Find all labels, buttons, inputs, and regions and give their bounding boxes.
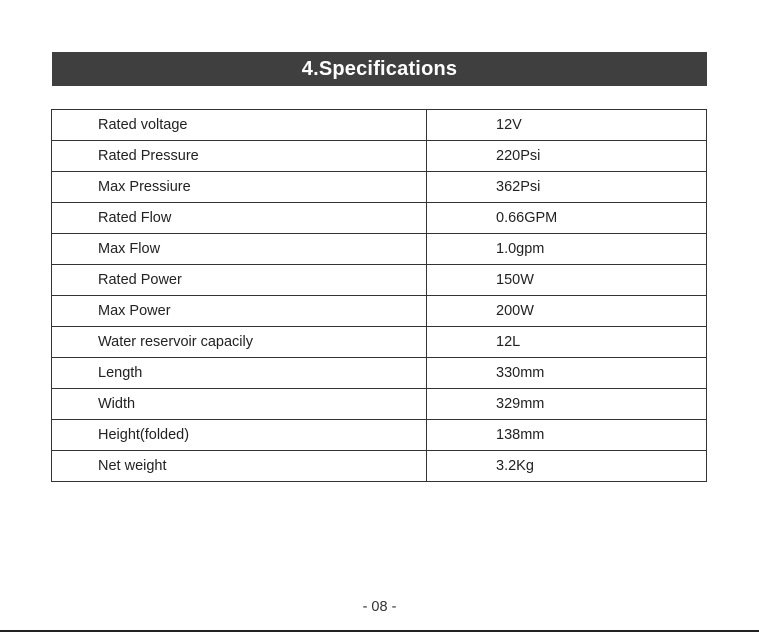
spec-label: Rated Power — [52, 265, 427, 296]
spec-label: Height(folded) — [52, 420, 427, 451]
spec-value: 200W — [427, 296, 707, 327]
spec-value: 12V — [427, 110, 707, 141]
specifications-table — [51, 109, 707, 482]
spec-label: Max Flow — [52, 234, 427, 265]
spec-label: Rated Pressure — [52, 141, 427, 172]
table-row — [52, 265, 707, 296]
spec-value: 330mm — [427, 358, 707, 389]
spec-label: Width — [52, 389, 427, 420]
spec-value: 3.2Kg — [427, 451, 707, 482]
table-row — [52, 358, 707, 389]
table-row — [52, 296, 707, 327]
table-row — [52, 141, 707, 172]
table-row — [52, 110, 707, 141]
spec-value: 362Psi — [427, 172, 707, 203]
spec-label: Max Pressiure — [52, 172, 427, 203]
bottom-divider — [0, 630, 759, 632]
spec-value: 150W — [427, 265, 707, 296]
spec-label: Rated voltage — [52, 110, 427, 141]
spec-label: Net weight — [52, 451, 427, 482]
spec-label: Length — [52, 358, 427, 389]
spec-value: 12L — [427, 327, 707, 358]
section-title: 4.Specifications — [301, 57, 458, 80]
spec-label: Max Power — [52, 296, 427, 327]
spec-label: Water reservoir capacily — [52, 327, 427, 358]
spec-value: 1.0gpm — [427, 234, 707, 265]
spec-label: Rated Flow — [52, 203, 427, 234]
table-row — [52, 420, 707, 451]
table-row — [52, 203, 707, 234]
spec-value: 220Psi — [427, 141, 707, 172]
table-row — [52, 451, 707, 482]
page-number: - 08 - — [362, 599, 397, 615]
spec-value: 138mm — [427, 420, 707, 451]
section-title-bar — [52, 52, 707, 86]
table-row — [52, 327, 707, 358]
table-row — [52, 172, 707, 203]
spec-value: 0.66GPM — [427, 203, 707, 234]
spec-value: 329mm — [427, 389, 707, 420]
table-row — [52, 389, 707, 420]
table-row — [52, 234, 707, 265]
